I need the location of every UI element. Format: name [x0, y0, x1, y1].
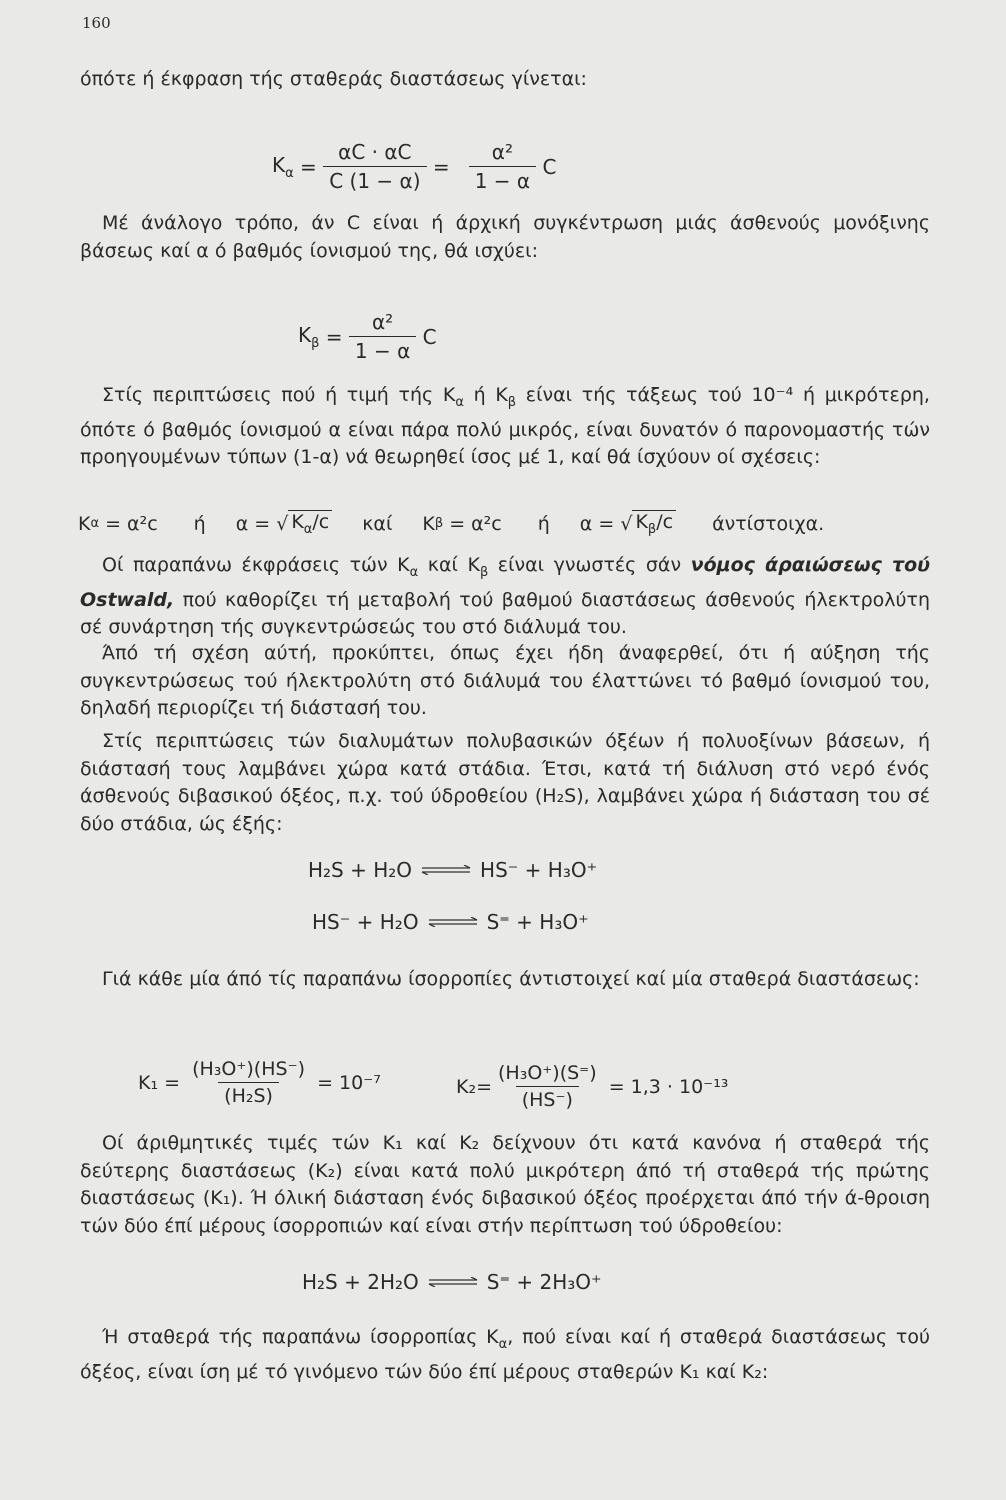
reaction-2: HS⁻ + H₂O S⁼ + H₃O⁺ [312, 910, 589, 934]
equilibrium-arrow-icon [427, 917, 479, 927]
paragraph-3: Οί παραπάνω έκφράσεις τών $K_\alpha$ καί $K_\beta$ είναι γνωστές σάν νόμος άραιώσεως τού Ostwald, πού καθορίζει τή μεταβολή τού βαθμού διαστάσεως άσθενούς ήλεκτρολύτη σέ συνάρτηση τής συγκεντρώσεώς του στό διάλυμά του. [80, 554, 930, 639]
paragraph-6: Γιά κάθε μία άπό τίς παραπάνω ίσορροπίες άντιστοιχεί καί μία σταθερά διαστάσεως: [102, 968, 920, 990]
equation-k2: K₂= $\frac{\text{(H₃O⁺)(S⁼)}}{(HS^-)}$ = 1,3 · 10⁻¹³ [456, 1062, 729, 1111]
equation-kb: $K_\beta$ = $\frac{\text{α²}}{1 - \alpha}$ C [298, 310, 437, 363]
equilibrium-arrow-icon [427, 1277, 479, 1287]
ostwald-law-term: νόμος άραιώσεως τού Ostwald, [80, 554, 930, 611]
ka-fraction-1: $\frac{\alpha C \cdot \alpha C}{C (1 - \alpha)}$ [323, 140, 426, 193]
k1-fraction: $\frac{\text{(H₃O⁺)(HS⁻)}}{\text{(H₂S)}}$ [192, 1058, 306, 1107]
paragraph-5: Στίς περιπτώσεις τών διαλυμάτων πολυβασικών όξέων ή πολυοξίνων βάσεων, ή διάστασή τους λαμβάνει χώρα κατά στάδια. Έτσι, κατά τή διάλυση στό νερό ένός άσθενούς διβασικού όξέος, π.χ. τού ύδροθείου (H₂S), λαμβάνει χώρα ή διάσταση του σέ δύο στάδια, ώς έξής: [80, 730, 930, 835]
paragraph-7: Οί άριθμητικές τιμές τών K₁ καί K₂ δείχνουν ότι κατά κανόνα ή σταθερά τής δεύτερης διαστάσεως (K₂) είναι κατά πολύ μικρότερη άπό τή σταθερά τής πρώτης διαστάσεως (K₁). Ή όλική διάσταση ένός διβασικού όξέος προέρχεται άπό τήν ά-θροιση τών δύο έπί μέρους ίσορροπιών καί είναι στήν περίπτωση τού ύδροθείου: [80, 1132, 930, 1237]
intro-text: όπότε ή έκφραση τής σταθεράς διαστάσεως γίνεται: [80, 68, 587, 90]
ka-symbol: $K_\alpha$ [272, 152, 294, 181]
equilibrium-arrow-icon [420, 865, 472, 875]
reaction-1: H₂S + H₂O HS⁻ + H₃O⁺ [308, 858, 598, 882]
paragraph-1: Μέ άνάλογο τρόπο, άν C είναι ή άρχική συγκέντρωση μιάς άσθενούς μονόξινης βάσεως καί α ό βαθμός ίονισμού της, θά ισχύει: [80, 212, 930, 262]
paragraph-8: Ή σταθερά τής παραπάνω ίσορροπίας $K_\alpha$, πού είναι καί ή σταθερά διαστάσεως τού όξέος, είναι ίση μέ τό γινόμενο τών δύο έπί μέρους σταθερών K₁ καί K₂: [80, 1326, 930, 1383]
paragraph-4: Άπό τή σχέση αύτή, προκύπτει, όπως έχει ήδη άναφερθεί, ότι ή αύξηση τής συγκεντρώσεως τού ήλεκτρολύτη στό διάλυμά του έλαττώνει τό βαθμό ίονισμού του, δηλαδή περιορίζει τή διάστασή του. [80, 642, 930, 720]
page-number: 160 [82, 14, 111, 32]
paragraph-2: Στίς περιπτώσεις πού ή τιμή τής $K_\alpha$ ή $K_\beta$ είναι τής τάξεως τού 10⁻⁴ ή μικρότερη, όπότε ό βαθμός ίονισμού α είναι πάρα πολύ μικρός, είναι δυνατόν ό παρονομαστής τών προηγουμένων τύπων (1-α) νά θεωρηθεί ίσος μέ 1, καί θά ίσχύουν οί σχέσεις: [80, 384, 930, 469]
equation-k1: K₁ = $\frac{\text{(H₃O⁺)(HS⁻)}}{\text{(H₂S)}}$ = 10⁻⁷ [138, 1058, 381, 1107]
reaction-3: H₂S + 2H₂O S⁼ + 2H₃O⁺ [302, 1270, 602, 1294]
kb-fraction: $\frac{\text{α²}}{1 - \alpha}$ [349, 310, 416, 363]
ka-fraction-2: $\frac{\text{α²}}{1 - \alpha}$ [469, 140, 536, 193]
kb-symbol: $K_\beta$ [298, 322, 320, 351]
equation-ka: $K_\alpha$ = $\frac{\alpha C \cdot \alpha C}{C (1 - \alpha)}$ = $\frac{\text{α²}}{1 - \alpha}$ C [272, 140, 557, 193]
equation-approximations: K α = α²c ή α = √ $K_\alpha/c$ καί K β = α²c ή α = √ $K_\beta/c$ άντίστοιχα. [78, 511, 825, 537]
k2-fraction: $\frac{\text{(H₃O⁺)(S⁼)}}{(HS^-)}$ [498, 1062, 597, 1111]
